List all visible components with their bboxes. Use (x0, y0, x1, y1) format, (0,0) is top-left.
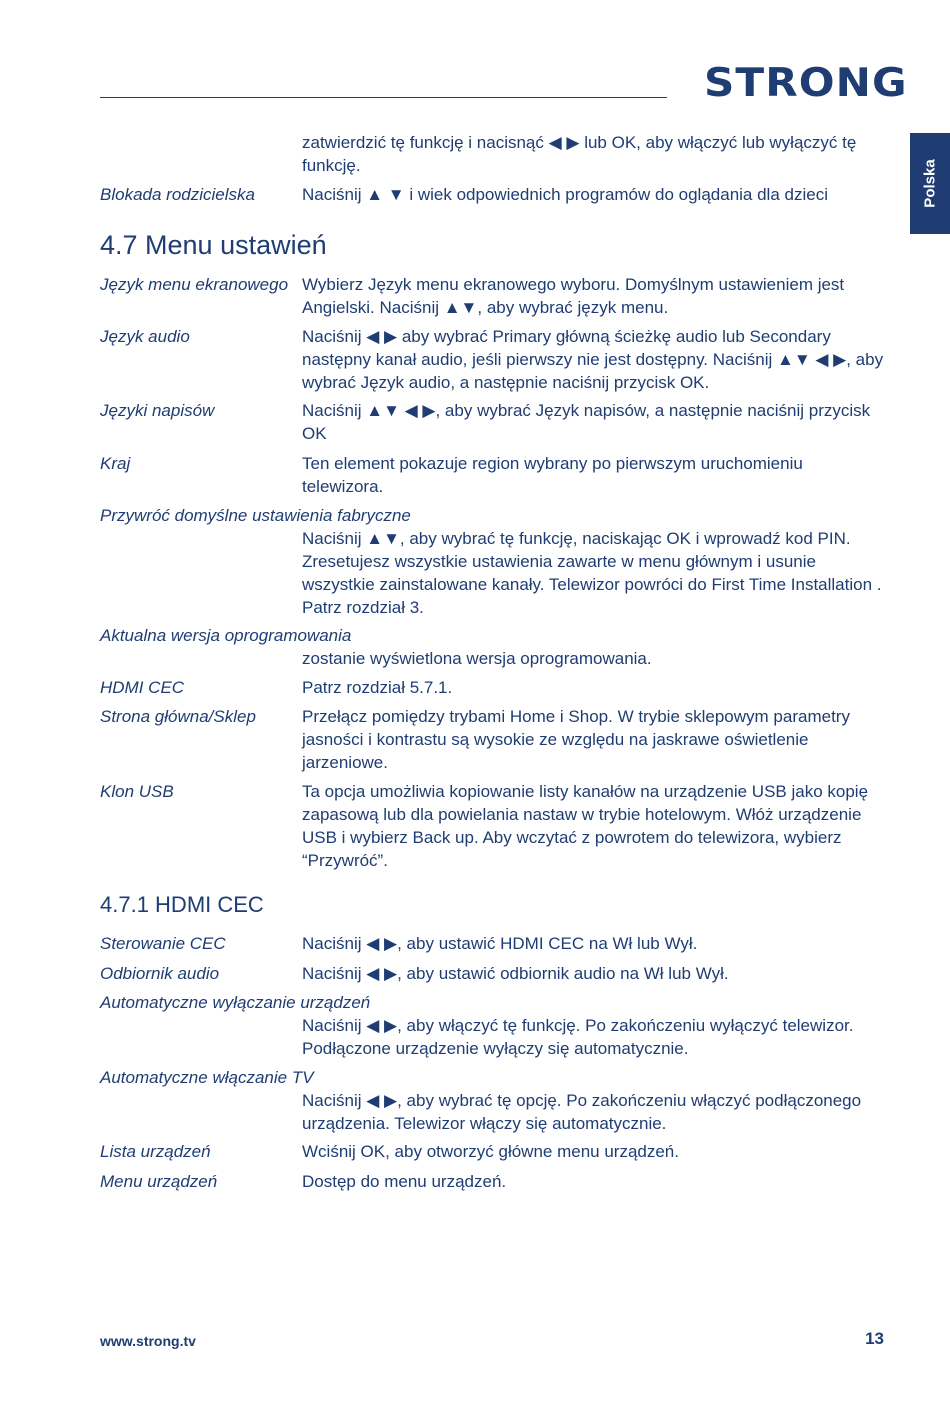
auto-standby-term: Automatyczne wyłączanie urządzeń (100, 993, 371, 1012)
audio-receiver-desc: Naciśnij ◀ ▶, aby ustawić odbiornik audio na Wł lub Wył. (302, 964, 729, 983)
section-4-7-heading: 4.7 Menu ustawień (100, 230, 327, 260)
usb-clone-desc: Ta opcja umożliwia kopiowanie listy kanałów na urządzenie USB jako kopię zapasową lub dla powielania nastaw w trybie hotelowym. Włóż urządzenie USB i wybierz Back up. Aby wczytać z powrotem do telewizora, wybierz “Przywróć”. (302, 782, 869, 870)
intro-continuation-text: zatwierdzić tę funkcję i nacisnąć ◀ ▶ lub OK, aby włączyć lub wyłączyć tę funkcję. (302, 133, 857, 175)
osd-language-term: Język menu ekranowego (100, 275, 289, 294)
auto-standby-desc: Naciśnij ◀ ▶, aby włączyć tę funkcję. Po zakończeniu wyłączyć telewizor. Podłączone urządzenie wyłączy się automatycznie. (302, 1016, 854, 1058)
cec-control-desc: Naciśnij ◀ ▶, aby ustawić HDMI CEC na Wł lub Wył. (302, 934, 698, 953)
factory-reset-term: Przywróć domyślne ustawienia fabryczne (100, 506, 411, 525)
cec-control-term: Sterowanie CEC (100, 934, 226, 953)
device-list-term: Lista urządzeń (100, 1142, 211, 1161)
software-version-desc: zostanie wyświetlona wersja oprogramowania. (302, 649, 652, 668)
hdmi-cec-term: HDMI CEC (100, 678, 185, 697)
device-menu-term: Menu urządzeń (100, 1172, 218, 1191)
home-shop-desc: Przełącz pomiędzy trybami Home i Shop. W trybie sklepowym parametry jasności i kontrastu są wysokie ze względu na jaskrawe oświetlenie jarzeniowe. (302, 707, 850, 772)
device-list-desc: Wciśnij OK, aby otworzyć główne menu urządzeń. (302, 1142, 679, 1161)
audio-language-desc: Naciśnij ◀ ▶ aby wybrać Primary główną ścieżkę audio lub Secondary następny kanał audio, jeśli pierwszy nie jest dostępny. Naciśnij ▲▼ ◀ ▶, aby wybrać Język audio, a następnie naciśnij przycisk OK. (302, 327, 884, 392)
software-version-term: Aktualna wersja oprogramowania (100, 626, 352, 645)
factory-reset-desc: Naciśnij ▲▼, aby wybrać tę funkcję, naciskając OK i wprowadź kod PIN. Zresetujesz wszystkie ustawienia zawarte w menu głównym i usunie wszystkie zainstalowane kanały. Telewizor powróci do First Time Installation . Patrz rozdział 3. (302, 529, 882, 617)
audio-receiver-term: Odbiornik audio (100, 964, 220, 983)
subtitle-language-desc: Naciśnij ▲▼ ◀ ▶, aby wybrać Język napisów, a następnie naciśnij przycisk OK (302, 401, 871, 443)
parental-lock-desc: Naciśnij ▲ ▼ i wiek odpowiednich programów do oglądania dla dzieci (302, 185, 828, 204)
device-menu-desc: Dostęp do menu urządzeń. (302, 1172, 507, 1191)
header-rule (100, 97, 667, 98)
subtitle-language-term: Języki napisów (100, 401, 215, 420)
country-desc: Ten element pokazuje region wybrany po pierwszym uruchomieniu telewizora. (302, 454, 803, 496)
audio-language-term: Język audio (100, 327, 190, 346)
language-tab-label: Polska (921, 159, 939, 208)
section-4-7-1-heading: 4.7.1 HDMI CEC (100, 892, 264, 917)
language-side-tab (910, 133, 950, 234)
footer-website-link[interactable]: www.strong.tv (100, 1333, 196, 1349)
page-number: 13 (865, 1329, 884, 1348)
parental-lock-term: Blokada rodzicielska (100, 185, 255, 204)
hdmi-cec-desc: Patrz rozdział 5.7.1. (302, 678, 453, 697)
strong-logo: STRONG (704, 61, 908, 106)
osd-language-desc: Wybierz Język menu ekranowego wyboru. Domyślnym ustawieniem jest Angielski. Naciśnij ▲▼, aby wybrać język menu. (302, 275, 845, 317)
auto-power-on-desc: Naciśnij ◀ ▶, aby wybrać tę opcję. Po zakończeniu włączyć podłączonego urządzenia. Telewizor włączy się automatycznie. (302, 1091, 862, 1133)
usb-clone-term: Klon USB (100, 782, 174, 801)
country-term: Kraj (100, 454, 131, 473)
home-shop-term: Strona główna/Sklep (100, 707, 256, 726)
auto-power-on-term: Automatyczne włączanie TV (100, 1068, 314, 1087)
